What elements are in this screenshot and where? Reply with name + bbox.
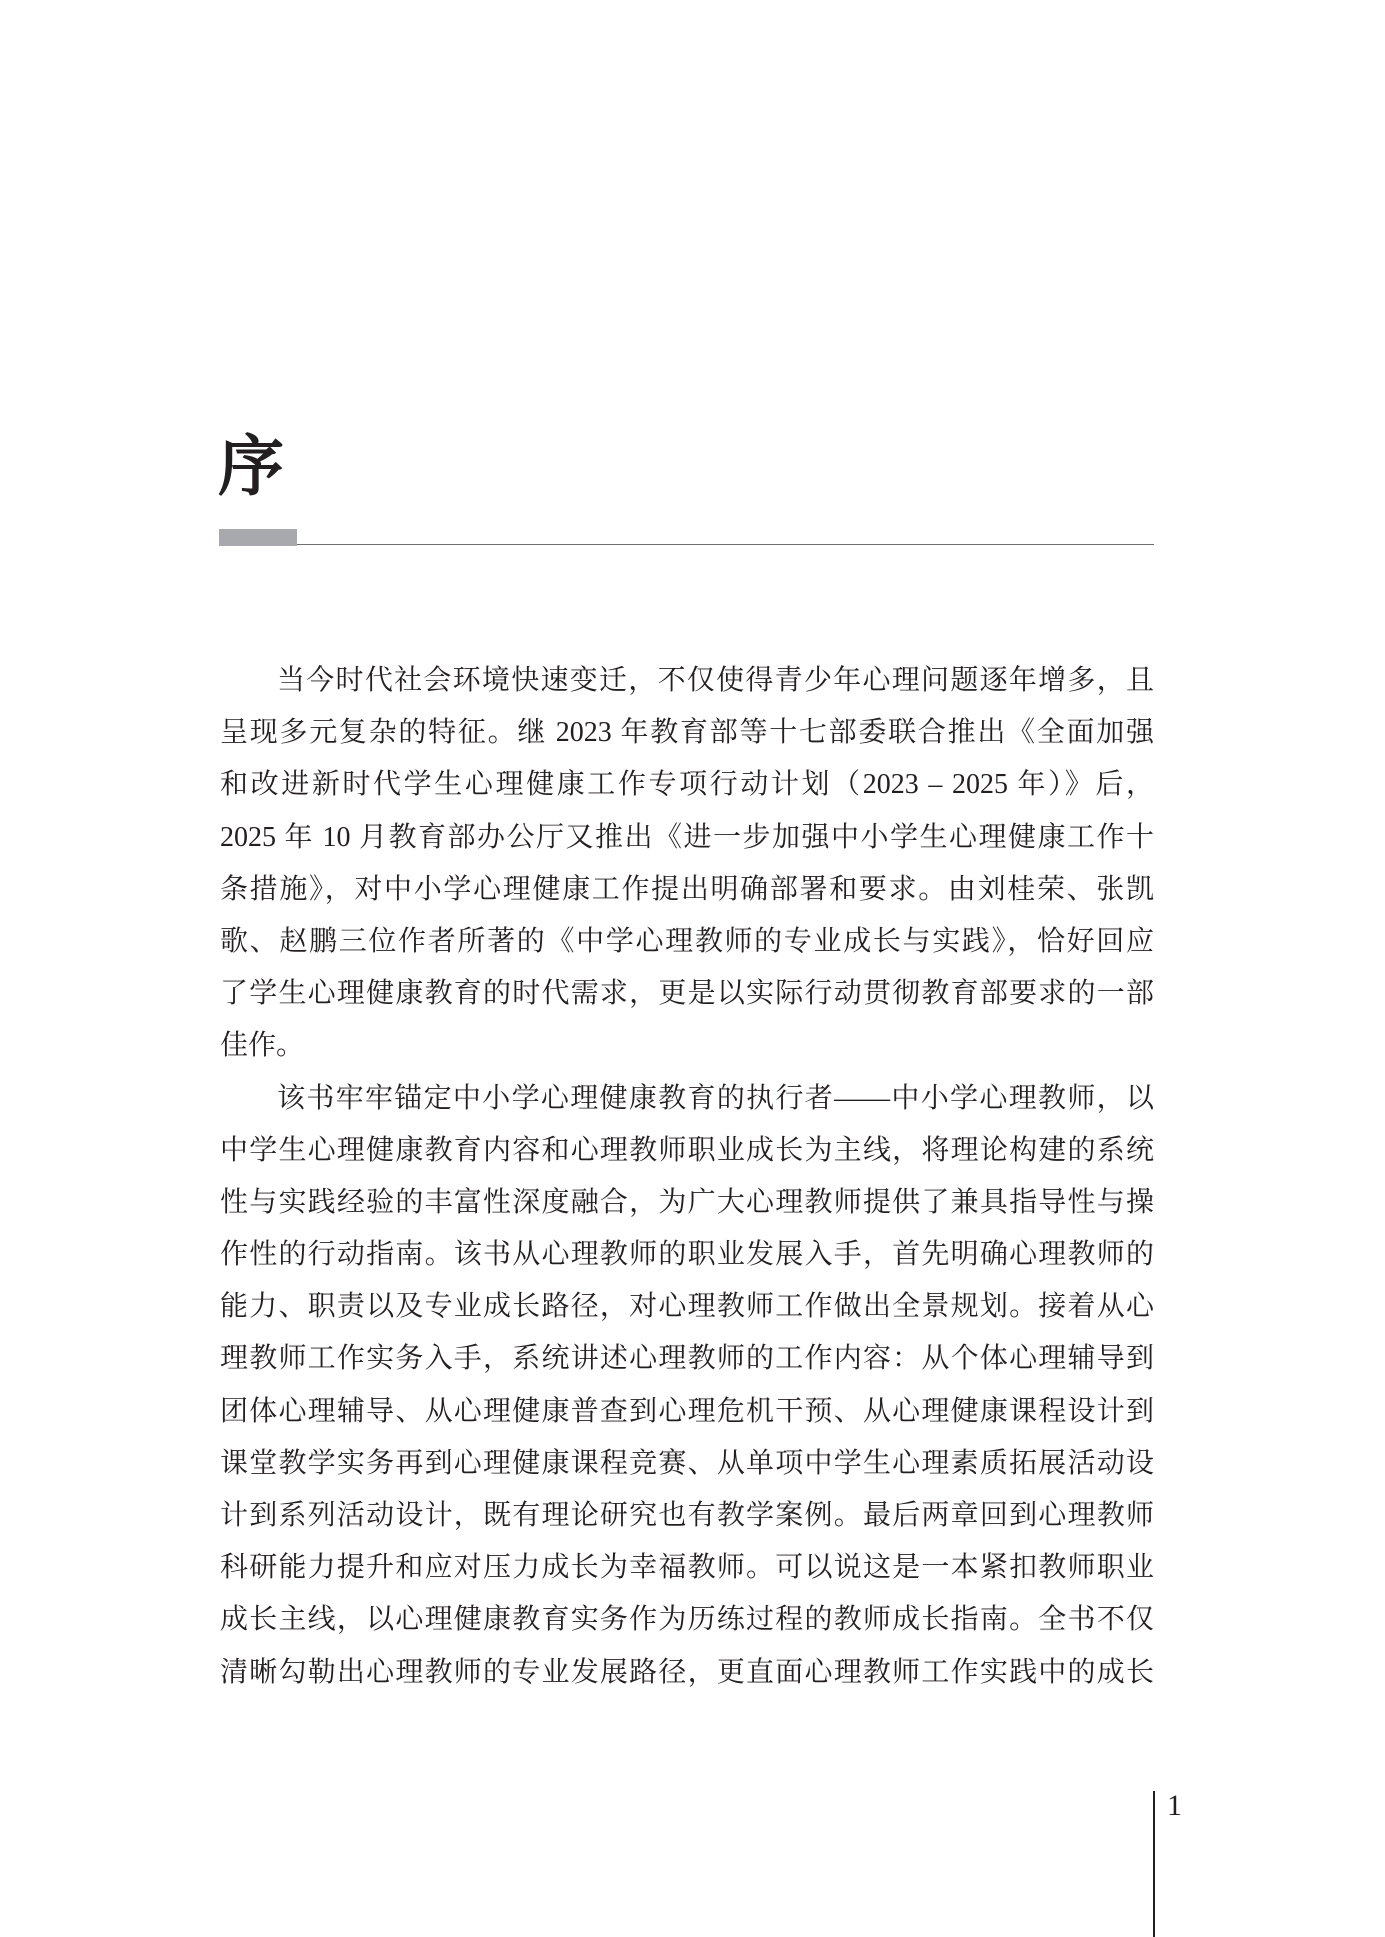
- text-line: 理教师工作实务入手，系统讲述心理教师的工作内容：从个体心理辅导到: [220, 1343, 1154, 1375]
- text-line: 当今时代社会环境快速变迁，不仅使得青少年心理问题逐年增多，且: [277, 665, 1154, 696]
- text-line: 性与实践经验的丰富性深度融合，为广大心理教师提供了兼具指导性与操: [220, 1186, 1154, 1218]
- text-line: 该书牢牢锚定中小学心理健康教育的执行者——中小学心理教师，以: [277, 1082, 1154, 1114]
- text-line: 成长主线，以心理健康教育实务作为历练过程的教师成长指南。全书不仅: [220, 1604, 1154, 1636]
- text-line: 2025 年 10 月教育部办公厅又推出《进一步加强中小学生心理健康工作十: [220, 821, 1154, 853]
- text-line: 课堂教学实务再到心理健康课程竞赛、从单项中学生心理素质拓展活动设: [220, 1447, 1154, 1479]
- text-line: 呈现多元复杂的特征。继 2023 年教育部等十七部委联合推出《全面加强: [220, 717, 1154, 749]
- text-line: 中学生心理健康教育内容和心理教师职业成长为主线，将理论构建的系统: [220, 1134, 1154, 1166]
- body-text: [220, 655, 1154, 1699]
- text-line: 和改进新时代学生心理健康工作专项行动计划（2023 – 2025 年）》后，: [220, 769, 1154, 801]
- text-line: 作性的行动指南。该书从心理教师的职业发展入手，首先明确心理教师的: [220, 1239, 1154, 1271]
- page-title: 序: [218, 431, 284, 504]
- text-line: 能力、职责以及专业成长路径，对心理教师工作做出全景规划。接着从心: [220, 1291, 1154, 1323]
- paragraph-2: [220, 1073, 1154, 1699]
- paragraph-1: [220, 655, 1154, 1073]
- text-line: 清晰勾勒出心理教师的专业发展路径，更直面心理教师工作实践中的成长: [220, 1656, 1154, 1688]
- text-line: 歌、赵鹏三位作者所著的《中学心理教师的专业成长与实践》，恰好回应: [220, 925, 1154, 957]
- text-line: 计到系列活动设计，既有理论研究也有教学案例。最后两章回到心理教师: [220, 1500, 1154, 1531]
- text-line: 科研能力提升和应对压力成长为幸福教师。可以说这是一本紧扣教师职业: [220, 1552, 1154, 1584]
- text-line: 佳作。: [220, 1030, 305, 1062]
- title-rule-line: [297, 544, 1154, 545]
- text-line: 了学生心理健康教育的时代需求，更是以实际行动贯彻教育部要求的一部: [220, 978, 1154, 1010]
- title-rule-block: [219, 529, 297, 546]
- text-line: 团体心理辅导、从心理健康普查到心理危机干预、从心理健康课程设计到: [220, 1395, 1154, 1427]
- page-number: 1: [1167, 1789, 1182, 1822]
- text-line: 条措施》，对中小学心理健康工作提出明确部署和要求。由刘桂荣、张凯: [220, 873, 1154, 905]
- page-edge-line: [1153, 1791, 1155, 1937]
